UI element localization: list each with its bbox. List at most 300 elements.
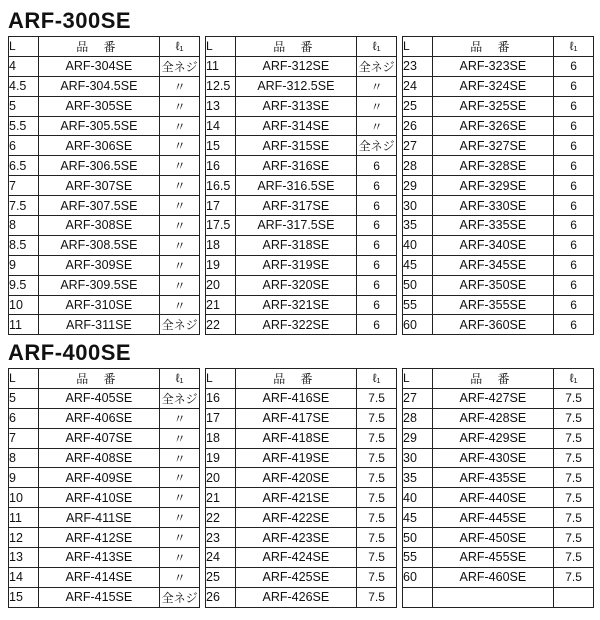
table-row: [9, 408, 200, 428]
cell-part-number: ARF-450SE: [432, 528, 554, 548]
cell-part-number: ARF-335SE: [432, 216, 554, 236]
table-row: [403, 275, 594, 295]
cell-thread-length: 〃: [357, 116, 397, 136]
cell-part-number: ARF-323SE: [432, 56, 554, 76]
cell-part-number: ARF-428SE: [432, 408, 554, 428]
cell-length: 23: [403, 56, 433, 76]
table-row: [9, 488, 200, 508]
table-row: [206, 428, 397, 448]
cell-length: 6.5: [9, 156, 39, 176]
cell-thread-length: 6: [554, 315, 594, 335]
header-length: L: [9, 37, 39, 57]
cell-thread-length: 〃: [160, 216, 200, 236]
table-row: [9, 216, 200, 236]
cell-thread-length: 7.5: [554, 488, 594, 508]
cell-length: 22: [206, 508, 236, 528]
cell-thread-length: 〃: [160, 255, 200, 275]
cell-length: 8.5: [9, 235, 39, 255]
table-row: [403, 76, 594, 96]
cell-thread-length: 〃: [160, 156, 200, 176]
cell-part-number: ARF-304SE: [38, 56, 160, 76]
cell-part-number: ARF-412SE: [38, 528, 160, 548]
table-row: [403, 295, 594, 315]
cell-thread-length: 7.5: [357, 448, 397, 468]
cell-part-number: ARF-406SE: [38, 408, 160, 428]
cell-thread-length: 全ネジ: [160, 56, 200, 76]
table-row: [206, 275, 397, 295]
header-thread-length: ℓ₁: [160, 369, 200, 389]
table-row: [206, 468, 397, 488]
cell-thread-length: 〃: [160, 96, 200, 116]
cell-length: 22: [206, 315, 236, 335]
table-row: [206, 196, 397, 216]
table-row: [206, 587, 397, 607]
table-row: [403, 508, 594, 528]
section-title-arf-400se: ARF-400SE: [8, 340, 132, 365]
cell-part-number: ARF-312SE: [235, 56, 357, 76]
cell-length: 12: [9, 528, 39, 548]
table-row: [9, 176, 200, 196]
cell-thread-length: 〃: [160, 488, 200, 508]
header-part-number: 品 番: [38, 37, 160, 57]
cell-thread-length: 6: [554, 255, 594, 275]
cell-thread-length: 全ネジ: [160, 315, 200, 335]
table-row: [206, 76, 397, 96]
cell-thread-length: 〃: [160, 448, 200, 468]
cell-part-number: ARF-320SE: [235, 275, 357, 295]
cell-length: 5: [9, 96, 39, 116]
cell-length: 19: [206, 255, 236, 275]
cell-part-number: ARF-415SE: [38, 587, 160, 607]
cell-part-number: ARF-417SE: [235, 408, 357, 428]
header-part-number: 品 番: [235, 37, 357, 57]
cell-thread-length: 6: [357, 295, 397, 315]
table-row: [9, 275, 200, 295]
cell-part-number: ARF-355SE: [432, 295, 554, 315]
cell-thread-length: 6: [357, 235, 397, 255]
table-row: [403, 196, 594, 216]
header-length: L: [206, 37, 236, 57]
table-row: [9, 196, 200, 216]
table-row: [206, 136, 397, 156]
cell-length: 24: [206, 548, 236, 568]
cell-length: 16: [206, 388, 236, 408]
table-row: [206, 156, 397, 176]
cell-length: 5.5: [9, 116, 39, 136]
cell-thread-length: 全ネジ: [357, 136, 397, 156]
cell-part-number: ARF-409SE: [38, 468, 160, 488]
table-row: [9, 528, 200, 548]
cell-thread-length: 6: [554, 216, 594, 236]
cell-length: 17: [206, 408, 236, 428]
cell-thread-length: 6: [357, 216, 397, 236]
cell-part-number: ARF-317SE: [235, 196, 357, 216]
cell-length: 50: [403, 528, 433, 548]
header-thread-length: ℓ₁: [554, 37, 594, 57]
cell-part-number: ARF-324SE: [432, 76, 554, 96]
cell-thread-length: 7.5: [554, 448, 594, 468]
cell-length: 16: [206, 156, 236, 176]
cell-thread-length: 〃: [160, 275, 200, 295]
cell-part-number: ARF-455SE: [432, 548, 554, 568]
table-row: [403, 468, 594, 488]
cell-length: 30: [403, 448, 433, 468]
cell-thread-length: 6: [554, 96, 594, 116]
cell-thread-length: 〃: [160, 295, 200, 315]
table-row: [206, 488, 397, 508]
cell-length: 11: [9, 315, 39, 335]
cell-part-number: ARF-318SE: [235, 235, 357, 255]
table-row: [403, 156, 594, 176]
table-row: [206, 56, 397, 76]
header-part-number: 品 番: [235, 369, 357, 389]
cell-length: 12.5: [206, 76, 236, 96]
cell-thread-length: 〃: [160, 548, 200, 568]
cell-length: 10: [9, 488, 39, 508]
table-row: [403, 235, 594, 255]
table-row: [403, 428, 594, 448]
cell-length: 28: [403, 408, 433, 428]
cell-part-number: ARF-307SE: [38, 176, 160, 196]
cell-length: 35: [403, 468, 433, 488]
cell-thread-length: 全ネジ: [357, 56, 397, 76]
cell-thread-length: 6: [554, 156, 594, 176]
cell-length: 7.5: [9, 196, 39, 216]
cell-part-number: ARF-360SE: [432, 315, 554, 335]
table-row: [403, 587, 594, 607]
cell-part-number: ARF-322SE: [235, 315, 357, 335]
table-row: [206, 116, 397, 136]
cell-length: 19: [206, 448, 236, 468]
cell-length: 20: [206, 468, 236, 488]
table-row: [206, 235, 397, 255]
table-row: [9, 315, 200, 335]
cell-length: 11: [206, 56, 236, 76]
cell-length: [403, 587, 433, 607]
spec-table: [8, 368, 200, 608]
table-row: [403, 548, 594, 568]
cell-part-number: ARF-440SE: [432, 488, 554, 508]
cell-part-number: ARF-308.5SE: [38, 235, 160, 255]
table-row: [9, 136, 200, 156]
header-thread-length: ℓ₁: [357, 369, 397, 389]
table-row: [403, 56, 594, 76]
cell-part-number: ARF-424SE: [235, 548, 357, 568]
spec-table: [8, 36, 200, 335]
cell-length: 45: [403, 255, 433, 275]
cell-part-number: ARF-426SE: [235, 587, 357, 607]
cell-part-number: ARF-425SE: [235, 567, 357, 587]
table-header-row: [403, 37, 594, 57]
cell-part-number: ARF-460SE: [432, 567, 554, 587]
table-row: [206, 388, 397, 408]
header-part-number: 品 番: [38, 369, 160, 389]
cell-part-number: ARF-340SE: [432, 235, 554, 255]
cell-part-number: ARF-305.5SE: [38, 116, 160, 136]
table-row: [403, 255, 594, 275]
table-row: [206, 508, 397, 528]
cell-part-number: ARF-419SE: [235, 448, 357, 468]
table-row: [403, 116, 594, 136]
table-row: [403, 448, 594, 468]
cell-part-number: ARF-405SE: [38, 388, 160, 408]
cell-length: 4.5: [9, 76, 39, 96]
cell-length: 60: [403, 567, 433, 587]
table-row: [9, 508, 200, 528]
cell-thread-length: 〃: [160, 508, 200, 528]
cell-length: 26: [206, 587, 236, 607]
cell-thread-length: 7.5: [357, 548, 397, 568]
table-row: [206, 528, 397, 548]
cell-thread-length: [554, 587, 594, 607]
table-row: [206, 408, 397, 428]
cell-length: 25: [206, 567, 236, 587]
cell-part-number: ARF-411SE: [38, 508, 160, 528]
table-row: [403, 136, 594, 156]
cell-thread-length: 6: [357, 176, 397, 196]
cell-thread-length: 全ネジ: [160, 388, 200, 408]
cell-length: 14: [9, 567, 39, 587]
cell-part-number: ARF-304.5SE: [38, 76, 160, 96]
arf-300se-grid: [8, 36, 594, 335]
cell-thread-length: 7.5: [357, 587, 397, 607]
cell-thread-length: 7.5: [554, 508, 594, 528]
cell-part-number: ARF-310SE: [38, 295, 160, 315]
cell-thread-length: 7.5: [554, 567, 594, 587]
cell-thread-length: 〃: [357, 96, 397, 116]
cell-length: 20: [206, 275, 236, 295]
cell-length: 9.5: [9, 275, 39, 295]
cell-length: 9: [9, 468, 39, 488]
cell-length: 6: [9, 136, 39, 156]
table-row: [9, 548, 200, 568]
table-row: [9, 428, 200, 448]
cell-length: 50: [403, 275, 433, 295]
cell-length: 55: [403, 548, 433, 568]
cell-length: 8: [9, 216, 39, 236]
cell-thread-length: 7.5: [357, 528, 397, 548]
cell-part-number: ARF-427SE: [432, 388, 554, 408]
cell-part-number: ARF-329SE: [432, 176, 554, 196]
cell-part-number: ARF-416SE: [235, 388, 357, 408]
table-header-row: [206, 37, 397, 57]
cell-thread-length: 6: [357, 275, 397, 295]
table-header-row: [9, 37, 200, 57]
table-row: [9, 116, 200, 136]
cell-length: 8: [9, 448, 39, 468]
cell-length: 6: [9, 408, 39, 428]
header-length: L: [403, 37, 433, 57]
cell-part-number: ARF-420SE: [235, 468, 357, 488]
spec-table: [402, 36, 594, 335]
cell-thread-length: 7.5: [554, 428, 594, 448]
header-length: L: [403, 369, 433, 389]
cell-thread-length: 〃: [160, 428, 200, 448]
table-row: [206, 315, 397, 335]
cell-thread-length: 7.5: [357, 428, 397, 448]
table-row: [206, 96, 397, 116]
table-row: [206, 216, 397, 236]
cell-part-number: ARF-309SE: [38, 255, 160, 275]
cell-thread-length: 6: [554, 56, 594, 76]
cell-thread-length: 〃: [160, 76, 200, 96]
cell-length: 21: [206, 295, 236, 315]
cell-length: 45: [403, 508, 433, 528]
cell-thread-length: 6: [554, 76, 594, 96]
cell-thread-length: 7.5: [554, 408, 594, 428]
table-row: [9, 96, 200, 116]
cell-length: 11: [9, 508, 39, 528]
table-row: [206, 548, 397, 568]
cell-thread-length: 6: [554, 196, 594, 216]
cell-thread-length: 6: [554, 116, 594, 136]
table-header-row: [206, 369, 397, 389]
cell-length: 14: [206, 116, 236, 136]
cell-part-number: ARF-306SE: [38, 136, 160, 156]
cell-length: 17.5: [206, 216, 236, 236]
cell-part-number: ARF-445SE: [432, 508, 554, 528]
cell-length: 15: [9, 587, 39, 607]
cell-part-number: ARF-315SE: [235, 136, 357, 156]
cell-part-number: ARF-326SE: [432, 116, 554, 136]
table-row: [9, 56, 200, 76]
cell-thread-length: 6: [554, 136, 594, 156]
cell-part-number: [432, 587, 554, 607]
cell-part-number: ARF-330SE: [432, 196, 554, 216]
cell-part-number: ARF-309.5SE: [38, 275, 160, 295]
cell-length: 18: [206, 235, 236, 255]
table-row: [403, 488, 594, 508]
cell-part-number: ARF-311SE: [38, 315, 160, 335]
cell-thread-length: 7.5: [554, 548, 594, 568]
header-part-number: 品 番: [432, 369, 554, 389]
table-row: [403, 388, 594, 408]
cell-thread-length: 6: [357, 196, 397, 216]
header-thread-length: ℓ₁: [554, 369, 594, 389]
cell-length: 18: [206, 428, 236, 448]
cell-part-number: ARF-423SE: [235, 528, 357, 548]
cell-part-number: ARF-325SE: [432, 96, 554, 116]
cell-length: 29: [403, 176, 433, 196]
cell-part-number: ARF-345SE: [432, 255, 554, 275]
cell-length: 55: [403, 295, 433, 315]
cell-length: 60: [403, 315, 433, 335]
table-row: [9, 255, 200, 275]
cell-part-number: ARF-422SE: [235, 508, 357, 528]
table-row: [206, 448, 397, 468]
cell-thread-length: 7.5: [357, 468, 397, 488]
cell-length: 26: [403, 116, 433, 136]
cell-part-number: ARF-407SE: [38, 428, 160, 448]
cell-length: 5: [9, 388, 39, 408]
table-row: [9, 156, 200, 176]
cell-thread-length: 6: [357, 315, 397, 335]
table-header-row: [9, 369, 200, 389]
cell-part-number: ARF-430SE: [432, 448, 554, 468]
cell-length: 23: [206, 528, 236, 548]
cell-thread-length: 6: [554, 176, 594, 196]
cell-part-number: ARF-316SE: [235, 156, 357, 176]
cell-thread-length: 全ネジ: [160, 587, 200, 607]
cell-length: 27: [403, 388, 433, 408]
header-part-number: 品 番: [432, 37, 554, 57]
table-row: [206, 255, 397, 275]
cell-thread-length: 6: [357, 255, 397, 275]
cell-part-number: ARF-328SE: [432, 156, 554, 176]
cell-length: 7: [9, 176, 39, 196]
cell-thread-length: 〃: [160, 528, 200, 548]
table-row: [9, 295, 200, 315]
cell-thread-length: 6: [554, 235, 594, 255]
spec-table: [205, 368, 397, 608]
cell-part-number: ARF-316.5SE: [235, 176, 357, 196]
cell-part-number: ARF-314SE: [235, 116, 357, 136]
cell-length: 27: [403, 136, 433, 156]
table-row: [403, 528, 594, 548]
cell-thread-length: 7.5: [357, 488, 397, 508]
cell-part-number: ARF-317.5SE: [235, 216, 357, 236]
cell-thread-length: 〃: [160, 196, 200, 216]
cell-length: 17: [206, 196, 236, 216]
cell-length: 28: [403, 156, 433, 176]
table-row: [206, 176, 397, 196]
spec-table: [402, 368, 594, 608]
cell-thread-length: 7.5: [554, 388, 594, 408]
table-row: [206, 295, 397, 315]
cell-part-number: ARF-435SE: [432, 468, 554, 488]
cell-thread-length: 7.5: [554, 468, 594, 488]
cell-thread-length: 〃: [160, 136, 200, 156]
table-header-row: [403, 369, 594, 389]
cell-part-number: ARF-307.5SE: [38, 196, 160, 216]
cell-length: 40: [403, 488, 433, 508]
cell-thread-length: 6: [554, 295, 594, 315]
cell-length: 30: [403, 196, 433, 216]
cell-part-number: ARF-429SE: [432, 428, 554, 448]
cell-part-number: ARF-306.5SE: [38, 156, 160, 176]
cell-thread-length: 7.5: [357, 567, 397, 587]
cell-part-number: ARF-308SE: [38, 216, 160, 236]
cell-length: 4: [9, 56, 39, 76]
table-row: [206, 567, 397, 587]
table-row: [9, 468, 200, 488]
cell-part-number: ARF-305SE: [38, 96, 160, 116]
cell-part-number: ARF-321SE: [235, 295, 357, 315]
section-title-arf-300se: ARF-300SE: [8, 8, 132, 33]
table-row: [403, 567, 594, 587]
cell-thread-length: 〃: [357, 76, 397, 96]
cell-thread-length: 7.5: [357, 388, 397, 408]
cell-part-number: ARF-418SE: [235, 428, 357, 448]
cell-part-number: ARF-313SE: [235, 96, 357, 116]
cell-part-number: ARF-421SE: [235, 488, 357, 508]
cell-thread-length: 〃: [160, 468, 200, 488]
cell-thread-length: 〃: [160, 116, 200, 136]
table-row: [403, 216, 594, 236]
cell-length: 13: [9, 548, 39, 568]
cell-thread-length: 〃: [160, 567, 200, 587]
table-row: [9, 587, 200, 607]
cell-length: 9: [9, 255, 39, 275]
cell-length: 35: [403, 216, 433, 236]
cell-part-number: ARF-413SE: [38, 548, 160, 568]
cell-thread-length: 〃: [160, 408, 200, 428]
cell-part-number: ARF-414SE: [38, 567, 160, 587]
cell-length: 16.5: [206, 176, 236, 196]
arf-400se-grid: [8, 368, 594, 608]
table-row: [9, 448, 200, 468]
table-row: [9, 567, 200, 587]
